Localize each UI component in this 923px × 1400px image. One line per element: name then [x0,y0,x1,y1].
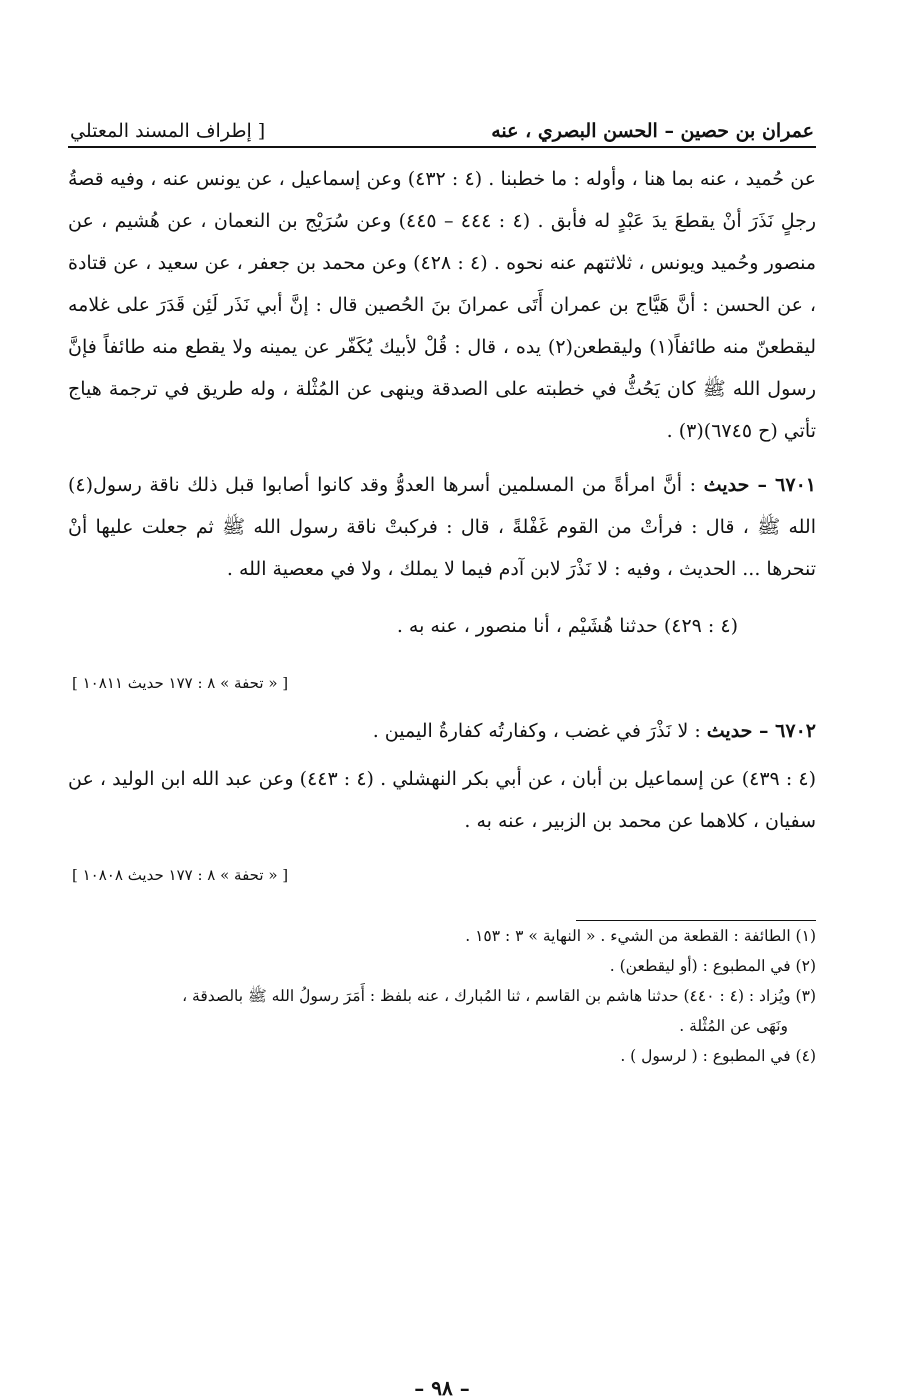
hadith-6702-number: ٦٧٠٢ – حديث [706,720,816,742]
hadith-6702-tuhfa-ref: [ « تحفة » ٨ : ١٧٧ حديث ١٠٨٠٨ ] [72,866,289,884]
footnotes [68,921,816,1071]
hadith-6702 [68,710,816,752]
hadith-6702-text: : لا نَذْرَ في غضب ، وكفارتُه كفارةُ اليمين . [372,720,707,742]
hadith-6701-number: ٦٧٠١ – حديث [703,474,816,496]
running-header [68,100,816,148]
footnote-3-continuation: ونَهَى عن المُثْلة . [679,1017,788,1035]
continuation-paragraph: عن حُميد ، عنه بما هنا ، وأوله : ما خطبنا . (٤ : ٤٣٢) وعن إسماعيل ، عن يونس عنه ، وفيه قصةُ رجلٍ نَذَرَ أنْ يقطعَ يدَ عَبْدٍ له فأبق . (٤ : ٤٤٤ – ٤٤٥) وعن سُرَيْج بن النعمان ، عن هُشيم ، عن منصور وحُميد ويونس ، ثلاثتهم عنه نحوه . (٤ : ٤٢٨) وعن محمد بن جعفر ، عن سعيد ، عن قتادة ، عن الحسن : أنَّ هَيَّاج بن عمران أَتَى عمرانَ بنَ الحُصين قال : إنَّ أبي نَذَر لَئِن قَدَرَ على غلامه ليقطعنّ منه طائفاً(١) وليقطعن(٢) يده ، قال : قُلْ لأبيك يُكَفّر عن يمينه ولا يقطع منه طائفاً فإنَّ رسول الله ﷺ كان يَحُثُّ في خطبته على الصدقة وينهى عن المُثْلة ، وله طريق في ترجمة هياج تأتي (ح ٦٧٤٥)(٣) . [68,168,817,442]
page [68,100,817,1400]
page-number: – ٩٨ – [414,1376,470,1400]
hadith-6702-source: (٤ : ٤٣٩) عن إسماعيل بن أبان ، عن أبي بكر النهشلي . (٤ : ٤٤٣) وعن عبد الله ابن الوليد ، عن سفيان ، كلاهما عن محمد بن الزبير ، عنه به . [68,768,817,832]
footnote-4: (٤) في المطبوع : ( لرسول ) . [620,1047,816,1065]
hadith-6701-tuhfa-ref: [ « تحفة » ٨ : ١٧٧ حديث ١٠٨١١ ] [72,674,289,692]
footnote-1: (١) الطائفة : القطعة من الشيء . « النهاية » ٣ : ١٥٣ . [465,927,816,945]
hadith-6701-source: (٤ : ٤٢٩) حدثنا هُشَيْم ، أنا منصور ، عنه به . [396,615,738,637]
hadith-6701-text: : أنَّ امرأةً من المسلمين أسرها العدوُّ وقد كانوا أصابوا قبل ذلك ناقة رسول(٤) الله ﷺ ، قال : فرأتْ من القوم غَفْلةً ، قال : فركبتْ ناقة رسول الله ﷺ ثم جعلت عليها أنْ تنحرها ... الحديث ، وفيه : لا نَذْرَ لابن آدم فيما لا يملك ، ولا في معصية الله . [68,474,816,580]
header-chapter-title: عمران بن حصين – الحسن البصري ، عنه [491,120,814,142]
header-book-title: [ إطراف المسند المعتلي [70,120,266,142]
footnote-2: (٢) في المطبوع : (أو ليقطعن) . [609,957,816,975]
hadith-6701 [68,464,816,590]
footnote-3: (٣) ويُزاد : (٤ : ٤٤٠) حدثنا هاشم بن القاسم ، ثنا المُبارك ، عنه بلفظ : أَمَرَ رسولُ الله ﷺ بالصدقة ، [182,987,816,1005]
